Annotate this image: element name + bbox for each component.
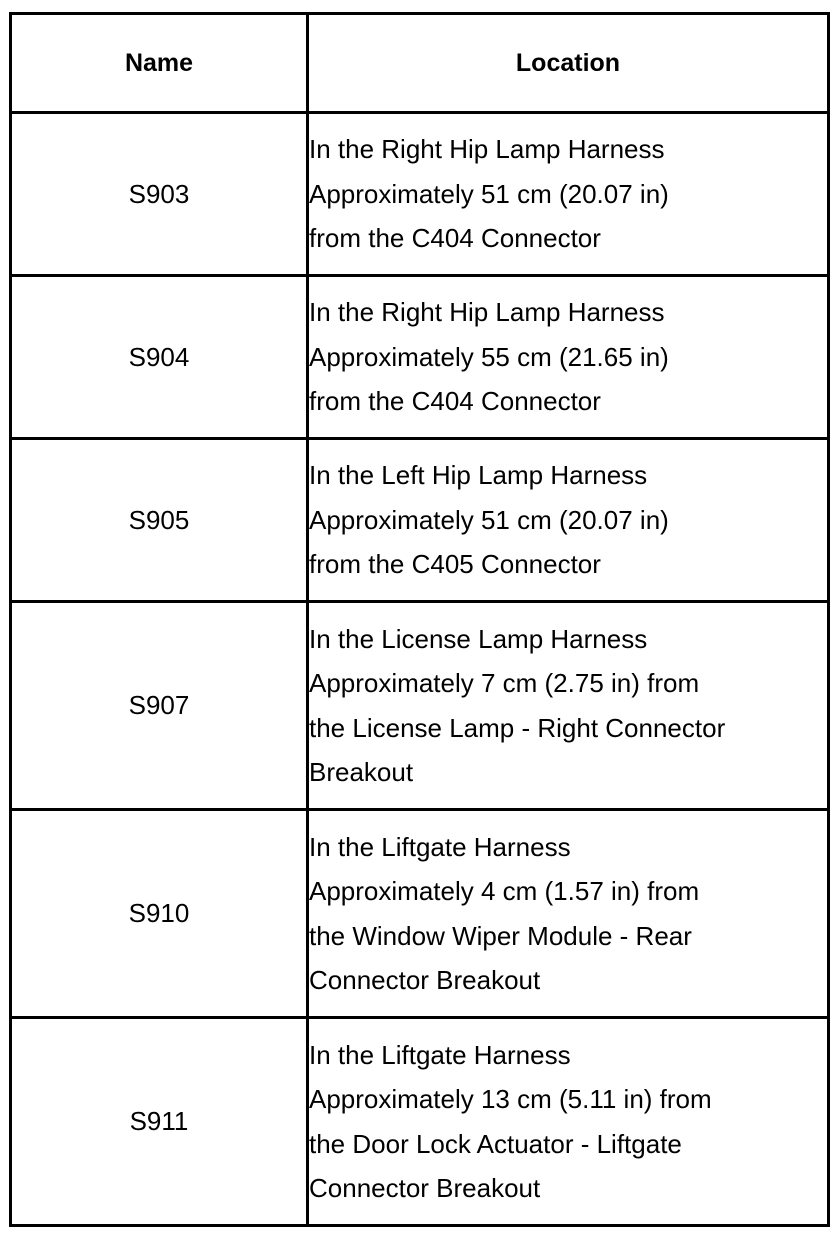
splice-name-cell: S910 — [11, 810, 308, 1018]
table-row — [11, 810, 829, 1018]
splice-location-cell — [308, 113, 829, 276]
splice-location-text: In the Liftgate Harness Approximately 13 cm (5.11 in) from the Door Lock Actuator - Liftgate Connector Breakout — [309, 1039, 712, 1203]
splice-location-text: In the Liftgate Harness Approximately 4 cm (1.57 in) from the Window Wiper Module - Rear Connector Breakout — [309, 831, 700, 995]
table-row — [11, 276, 829, 439]
splice-location-text: In the Right Hip Lamp Harness Approximately 51 cm (20.07 in) from the C404 Connector — [309, 134, 669, 254]
splice-location-table — [9, 12, 830, 1227]
splice-location-text: In the Left Hip Lamp Harness Approximately 51 cm (20.07 in) from the C405 Connector — [309, 460, 669, 580]
table-row — [11, 113, 829, 276]
splice-location-cell — [308, 439, 829, 602]
splice-name-cell: S905 — [11, 439, 308, 602]
splice-location-cell — [308, 602, 829, 810]
table-row — [11, 602, 829, 810]
location-column-header: Location — [308, 14, 829, 113]
splice-location-cell — [308, 810, 829, 1018]
splice-location-cell — [308, 276, 829, 439]
splice-location-text: In the License Lamp Harness Approximately 7 cm (2.75 in) from the License Lamp - Right Connector Breakout — [309, 623, 726, 787]
splice-name-cell: S904 — [11, 276, 308, 439]
table-row — [11, 1018, 829, 1226]
table-header-row — [11, 14, 829, 113]
splice-name-cell: S903 — [11, 113, 308, 276]
table-row — [11, 439, 829, 602]
splice-name-cell: S907 — [11, 602, 308, 810]
name-column-header: Name — [11, 14, 308, 113]
splice-location-text: In the Right Hip Lamp Harness Approximately 55 cm (21.65 in) from the C404 Connector — [309, 297, 669, 417]
splice-location-cell — [308, 1018, 829, 1226]
splice-name-cell: S911 — [11, 1018, 308, 1226]
